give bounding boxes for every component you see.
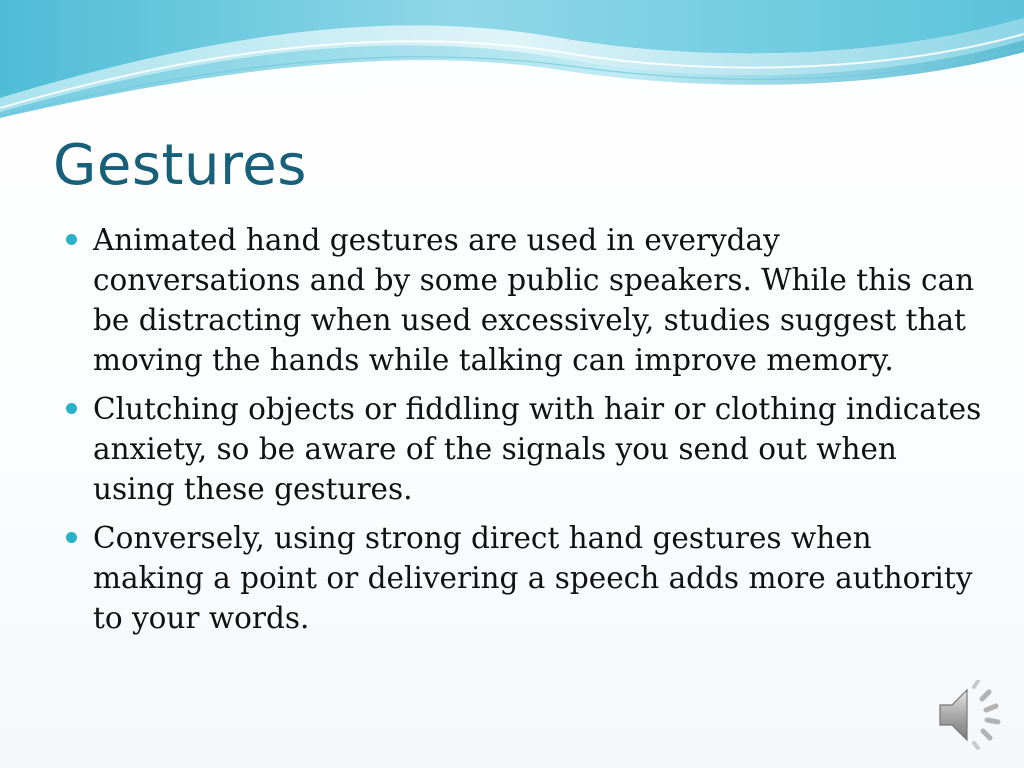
bullet-text: Animated hand gestures are used in everyday conversations and by some public speakers. While this can be distracting when used excessively, studies suggest that moving the hands while talking can improve memory. <box>93 223 975 377</box>
bullet-item <box>62 389 982 509</box>
bullet-item <box>62 518 982 638</box>
bullet-item <box>62 220 982 380</box>
speaker-icon[interactable] <box>934 680 1006 750</box>
bullet-text: Clutching objects or fiddling with hair or clothing indicates anxiety, so be aware of the signals you send out when using these gestures. <box>93 392 982 506</box>
slide-title: Gestures <box>53 133 307 198</box>
bullet-dot-icon <box>66 532 77 543</box>
bullet-dot-icon <box>66 234 77 245</box>
header-wave-decoration <box>0 0 1024 130</box>
bullet-text: Conversely, using strong direct hand gestures when making a point or delivering a speech adds more authority to your words. <box>93 521 973 635</box>
bullet-list <box>62 220 982 647</box>
bullet-dot-icon <box>66 403 77 414</box>
